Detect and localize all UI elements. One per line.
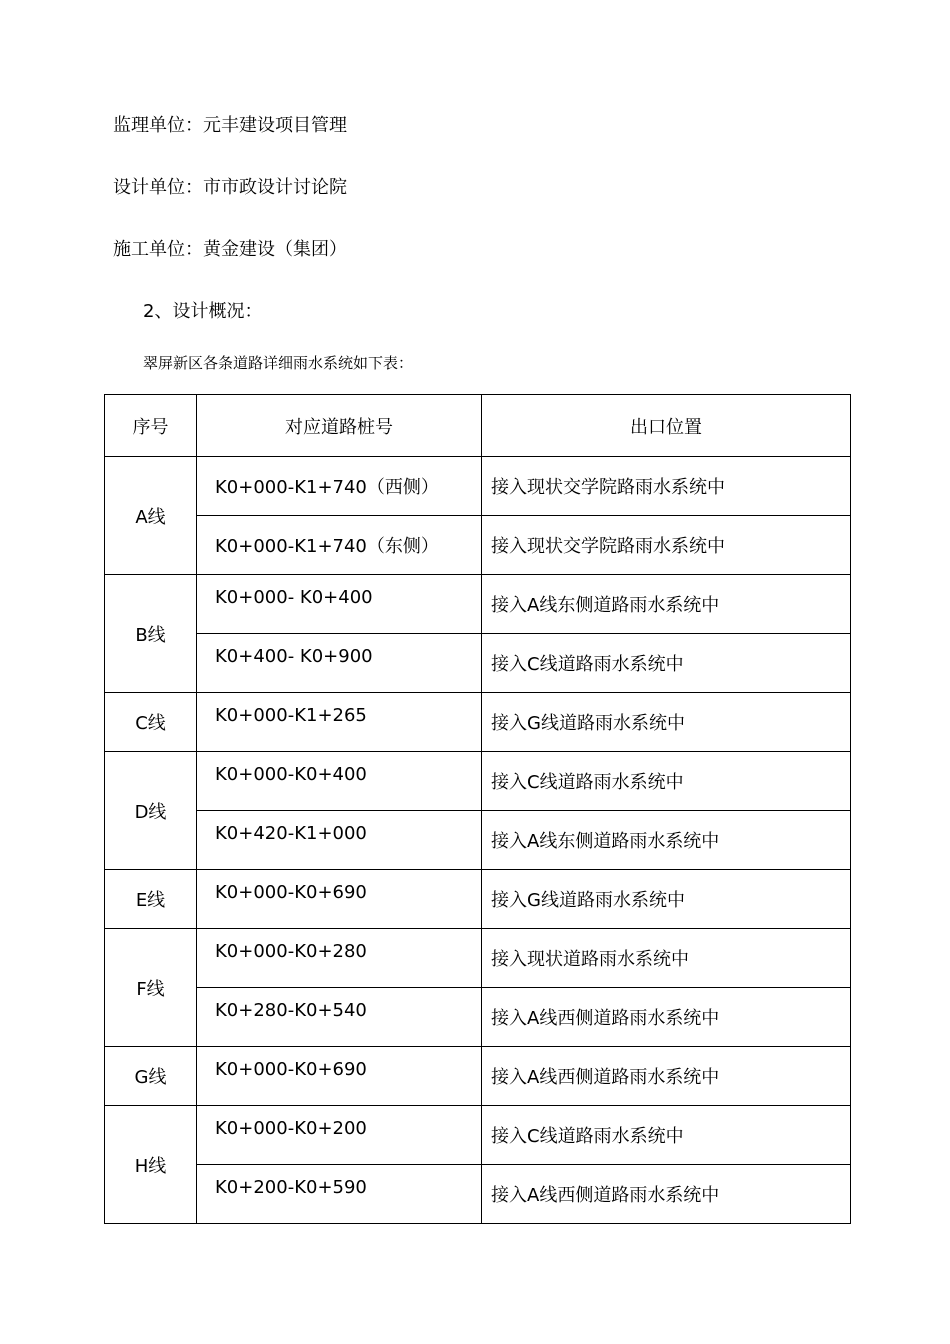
section-title: 2、设计概况： xyxy=(143,301,263,322)
stake-cell: K0+000-K0+690 xyxy=(197,870,482,929)
header-index: 序号 xyxy=(105,395,197,457)
drainage-table xyxy=(104,394,851,1224)
outlet-cell: 接入A线西侧道路雨水系统中 xyxy=(482,1047,851,1106)
outlet-cell: 接入G线道路雨水系统中 xyxy=(482,693,851,752)
outlet-cell: 接入A线西侧道路雨水系统中 xyxy=(482,1165,851,1224)
table-row xyxy=(105,1047,851,1106)
outlet-cell: 接入C线道路雨水系统中 xyxy=(482,752,851,811)
stake-cell: K0+000-K0+400 xyxy=(197,752,482,811)
supervision-unit: 监理单位：元丰建设项目管理 xyxy=(113,115,347,136)
table-row xyxy=(105,988,851,1047)
stake-cell: K0+200-K0+590 xyxy=(197,1165,482,1224)
table-row xyxy=(105,634,851,693)
table-row xyxy=(105,693,851,752)
table-row xyxy=(105,457,851,516)
line-cell: G线 xyxy=(105,1047,197,1106)
table-header-row xyxy=(105,395,851,457)
outlet-cell: 接入A线西侧道路雨水系统中 xyxy=(482,988,851,1047)
outlet-cell: 接入现状交学院路雨水系统中 xyxy=(482,516,851,575)
outlet-cell: 接入C线道路雨水系统中 xyxy=(482,634,851,693)
line-cell: C线 xyxy=(105,693,197,752)
stake-cell: K0+000- K0+400 xyxy=(197,575,482,634)
construction-unit: 施工单位：黄金建设（集团） xyxy=(113,239,347,260)
outlet-cell: 接入A线东侧道路雨水系统中 xyxy=(482,575,851,634)
header-outlet: 出口位置 xyxy=(482,395,851,457)
table-row xyxy=(105,929,851,988)
stake-cell: K0+000-K1+265 xyxy=(197,693,482,752)
line-cell: F线 xyxy=(105,929,197,1047)
header-stake: 对应道路桩号 xyxy=(197,395,482,457)
design-unit: 设计单位：市市政设计讨论院 xyxy=(113,177,347,198)
stake-cell: K0+000-K1+740（东侧） xyxy=(197,516,482,575)
table-row xyxy=(105,870,851,929)
table-intro: 翠屏新区各条道路详细雨水系统如下表： xyxy=(143,354,414,372)
stake-cell: K0+280-K0+540 xyxy=(197,988,482,1047)
table-row xyxy=(105,1165,851,1224)
line-cell: D线 xyxy=(105,752,197,870)
table-row xyxy=(105,811,851,870)
outlet-cell: 接入C线道路雨水系统中 xyxy=(482,1106,851,1165)
stake-cell: K0+420-K1+000 xyxy=(197,811,482,870)
outlet-cell: 接入现状道路雨水系统中 xyxy=(482,929,851,988)
line-cell: E线 xyxy=(105,870,197,929)
table-row xyxy=(105,575,851,634)
stake-cell: K0+000-K0+280 xyxy=(197,929,482,988)
stake-cell: K0+400- K0+900 xyxy=(197,634,482,693)
line-cell: B线 xyxy=(105,575,197,693)
stake-cell: K0+000-K0+690 xyxy=(197,1047,482,1106)
outlet-cell: 接入现状交学院路雨水系统中 xyxy=(482,457,851,516)
table-row xyxy=(105,516,851,575)
stake-cell: K0+000-K0+200 xyxy=(197,1106,482,1165)
outlet-cell: 接入G线道路雨水系统中 xyxy=(482,870,851,929)
stake-cell: K0+000-K1+740（西侧） xyxy=(197,457,482,516)
table-row xyxy=(105,1106,851,1165)
line-cell: H线 xyxy=(105,1106,197,1224)
outlet-cell: 接入A线东侧道路雨水系统中 xyxy=(482,811,851,870)
line-cell: A线 xyxy=(105,457,197,575)
table-row xyxy=(105,752,851,811)
